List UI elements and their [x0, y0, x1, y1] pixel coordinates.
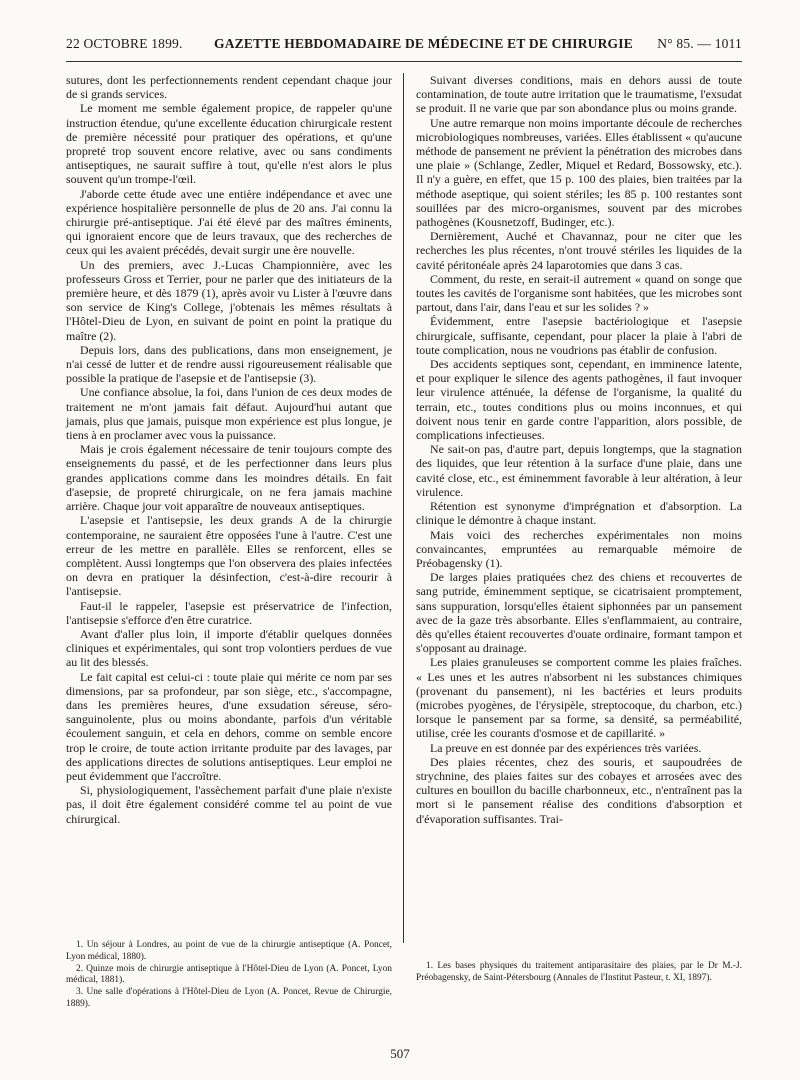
footnote: 3. Une salle d'opérations à l'Hôtel-Dieu de Lyon (A. Poncet, Revue de Chirurgie, 1889). — [66, 987, 392, 1009]
issue-date: 22 OCTOBRE 1899. — [66, 36, 183, 51]
column-divider — [403, 73, 404, 943]
paragraph: Mais je crois également nécessaire de tenir toujours compte des enseignements du passé, et de les perfectionner dans leurs plus grandes applications comme dans les moindres détails. En fait d'asepsie, de propreté chirurgicale, on ne fera jamais machine arrière. Chaque jour voit apparaître de nouveaux antiseptiques. — [66, 442, 392, 514]
running-header — [66, 34, 742, 56]
paragraph: Ne sait-on pas, d'autre part, depuis longtemps, que la stagnation des liquides, que leur rétention à la surface d'une plaie, dans une cavité close, etc., est éminemment favorable à leur altération, à leur virulence. — [416, 442, 742, 499]
paragraph: Une autre remarque non moins importante découle de recherches microbiologiques nombreuses, variées. Elles établissent « qu'aucune méthode de pansement ne prévient la pénétration des microbes dans une plaie » (Schlange, Zedler, Miquel et Redard, Bossowsky, etc.). Il n'y a guère, en effet, que 15 p. 100 des plaies, bien traitées par la méthode aseptique, qui soient stériles; les 85 p. 100 restantes sont souillées par des micro-organismes, souvent par des microbes pathogènes (Kousnetzoff, Budinger, etc.). — [416, 115, 742, 230]
paragraph: Le moment me semble également propice, de rappeler qu'une instruction étendue, qu'une excellente éducation chirurgicale restent de première nécessité pour pratiquer des opérations, et qu'une propreté trop souvent encore relative, avec ou sans condiments antiseptiques, ne saurait suffire à tout, qu'elle n'est alors le plus souvent qu'un trompe-l'œil. — [66, 101, 392, 187]
paragraph: Mais voici des recherches expérimentales non moins convaincantes, empruntées au remarquable mémoire de Préobagensky (1). — [416, 527, 742, 570]
paragraph: Depuis lors, dans des publications, dans mon enseignement, je n'ai cessé de lutter et de rendre aussi rigoureusement réalisable que possible la pratique de l'asepsie et de l'antisepsie (3). — [66, 342, 392, 386]
page-number: 507 — [390, 1046, 410, 1061]
paragraph: Faut-il le rappeler, l'asepsie est préservatrice de l'infection, l'antisepsie s'efforce d'en être curatrice. — [66, 598, 392, 627]
paragraph: De larges plaies pratiquées chez des chiens et recouvertes de sang putride, éminemment septique, se cicatrisaient promptement, sans suppuration, lorsqu'elles étaient siphonnées par un pansement avec de la gaze très absorbante. Elles s'enflammaient, au contraire, dès qu'elles étaient recouvertes d'ouate ordinaire, formant tampon et s'opposant au drainage. — [416, 570, 742, 656]
paragraph: Une confiance absolue, la foi, dans l'union de ces deux modes de traitement ne m'ont jamais fait défaut. Aujourd'hui autant que jamais, plus que jamais, puisque mon expérience est plus longue, je tiens à en proclamer avec vous la puissance. — [66, 385, 392, 443]
paragraph: Si, physiologiquement, l'assèchement parfait d'une plaie n'existe pas, il doit être également considéré comme tel au point de vue chirurgical. — [66, 783, 392, 826]
paragraph: Un des premiers, avec J.-Lucas Championnière, avec les professeurs Gross et Terrier, pour ne parler que des initiateurs de la première heure, et dès 1879 (1), après avoir vu Lister à l'œuvre dans son service de King's College, j'obtenais les mêmes résultats à l'Hôtel-Dieu de Lyon, en suivant de point en point la pratique du maître (2). — [66, 257, 392, 343]
paragraph: J'aborde cette étude avec une entière indépendance et avec une expérience hospitalière personnelle de plus de 20 ans. J'ai connu la chirurgie pré-antiseptique. J'ai été élevé par des maîtres éminents, qui ignoraient encore que de leurs travaux, que des recherches de ceux qui les avaient précédés, devait surgir une ère nouvelle. — [66, 186, 392, 258]
footnote: 1. Un séjour à Londres, au point de vue de la chirurgie antiseptique (A. Poncet, Lyon médical, 1880). — [66, 940, 392, 962]
issue-number: N° 85. — 1011 — [657, 36, 742, 51]
footnote: 2. Quinze mois de chirurgie antiseptique à l'Hôtel-Dieu de Lyon (A. Poncet, Lyon médical, 1881). — [66, 963, 392, 986]
header-rule — [66, 61, 742, 62]
paragraph: Les plaies granuleuses se comportent comme les plaies fraîches. « Les unes et les autres n'absorbent ni les substances chimiques (provenant du pansement), ni les bactéries et leurs produits (microbes pyogènes, de l'érysipèle, streptocoque, du charbon, etc.) lorsque le pansement par sa forme, sa densité, sa perméabilité, utilise, crée les courants d'osmose et de capillarité. » — [416, 655, 742, 741]
right-column — [416, 73, 742, 826]
paragraph: Le fait capital est celui-ci : toute plaie qui mérite ce nom par ses dimensions, par sa profondeur, par son siège, etc., s'accompagne, dans les premières heures, d'une exsudation séreuse, séro-sanguinolente, plus ou moins abondante, parfois d'un véritable écoulement sanguin, et cela en dehors, comme on semble encore trop le croire, de toute action irritante produite par des lavages, par des applications directes de solutions antiseptiques. Leur emploi ne peut évidemment que l'accroître. — [66, 669, 392, 783]
left-column — [66, 73, 392, 826]
footnotes-right — [416, 961, 742, 985]
paragraph: Suivant diverses conditions, mais en dehors aussi de toute contamination, de toute autre irritation que le traumatisme, l'exsudat se produit. Il ne varie que par son abondance plus ou moins grande. — [416, 73, 742, 116]
paragraph: Comment, du reste, en serait-il autrement « quand on songe que toutes les cavités de l'organisme sont habitées, que les microbes sont partout, dans l'air, dans l'eau et sur les solides ? » — [416, 271, 742, 315]
paragraph: Des accidents septiques sont, cependant, en imminence latente, et pour expliquer le silence des agents pathogènes, il faut invoquer leur virulence atténuée, la défense de l'organisme, la qualité du terrain, etc., toutes conditions plus ou moins inconnues, et qui doivent nous tenir en garde contre l'apparition, alors possible, de complications infectieuses. — [416, 357, 742, 443]
paragraph: L'asepsie et l'antisepsie, les deux grands A de la chirurgie contemporaine, ne sauraient être opposées l'une à l'autre. C'est une erreur de les mettre en parallèle. Elles se renforcent, elles se complètent. Aussi longtemps que l'on observera des plaies infectées on devra en pratiquer la désinfection, c'est-à-dire recourir à l'antisepsie. — [66, 513, 392, 599]
paragraph: Avant d'aller plus loin, il importe d'établir quelques données cliniques et expérimentales, qui sont trop volontiers perdues de vue au lit des blessés. — [66, 626, 392, 670]
paragraph: Des plaies récentes, chez des souris, et saupoudrées de strychnine, des plaies faites sur des cobayes et arrosées avec des cultures en bouillon du bacille charbonneux, etc., n'entraînent pas la mort si le pansement réalise des conditions d'absorption et d'évaporation suffisantes. Trai- — [416, 754, 742, 826]
paragraph: sutures, dont les perfectionnements rendent cependant chaque jour de si grands services. — [66, 73, 392, 102]
footnote: 1. Les bases physiques du traitement antiparasitaire des plaies, par le Dr M.-J. Préobagensky, de Saint-Pétersbourg (Annales de l'Institut Pasteur, t. XI, 1897). — [416, 961, 742, 983]
journal-title: GAZETTE HEBDOMADAIRE DE MÉDECINE ET DE CHIRURGIE — [214, 36, 633, 51]
paragraph: Dernièrement, Auché et Chavannaz, pour ne citer que les recherches les plus récentes, n'ont trouvé stériles les liquides de la cavité péritonéale après 24 laparotomies que dans 3 cas. — [416, 229, 742, 272]
paragraph: Rétention est synonyme d'imprégnation et d'absorption. La clinique le démontre à chaque instant. — [416, 499, 742, 528]
footnotes-left — [66, 940, 392, 1011]
paragraph: Évidemment, entre l'asepsie bactériologique et l'asepsie chirurgicale, suffisante, cependant, pour placer la plaie à l'abri de toute complication, nous ne voudrions pas établir de confusion. — [416, 314, 742, 357]
paragraph: La preuve en est donnée par des expériences très variées. — [430, 740, 702, 755]
